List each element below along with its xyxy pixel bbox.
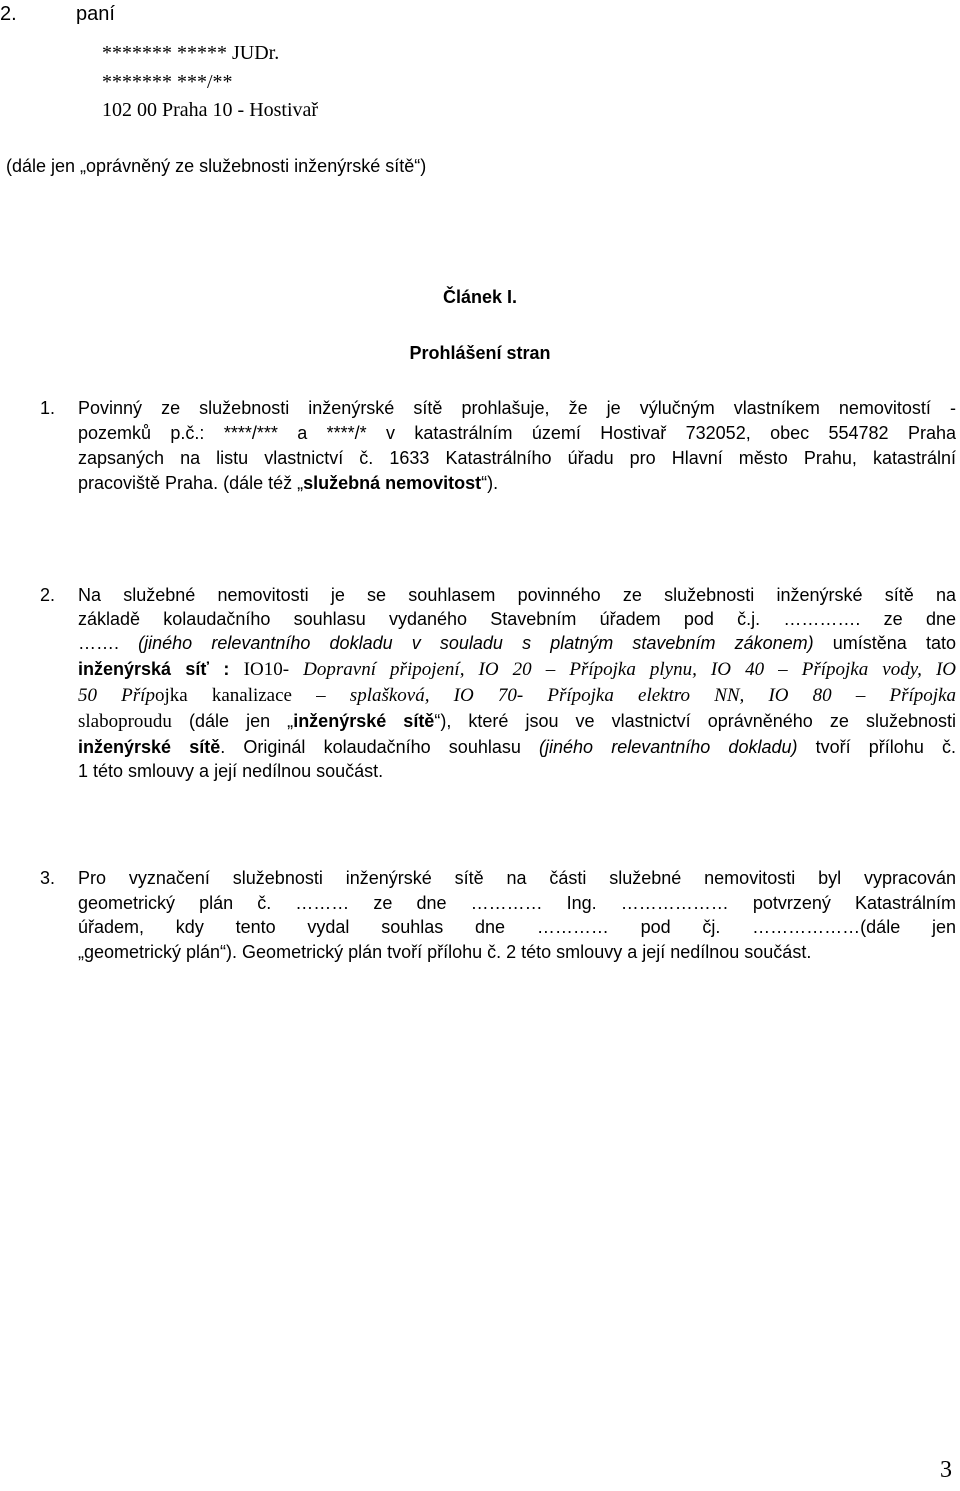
paragraph-line (78, 709, 956, 734)
page-number: 3 (940, 1457, 952, 1483)
section-number: 3. (40, 868, 56, 888)
paragraph-line: základě kolaudačního souhlasu vydaného Stavebním úřadem pod č.j. …………. ze dne (78, 609, 956, 629)
defined-term: inženýrské sítě (293, 711, 435, 731)
text-run: . Originál kolaudačního souhlasu (220, 737, 540, 757)
paragraph-line: geometrický plán č. ……… ze dne ………… Ing. ……………… potvrzený Katastrálním (78, 893, 956, 913)
italic-run: (jiného relevantního dokladu) (539, 737, 798, 757)
party-city: 102 00 Praha 10 - Hostivař (102, 99, 319, 121)
paragraph-line (78, 471, 956, 495)
paragraph-line (78, 657, 956, 682)
paragraph-line: úřadem, kdy tento vydal souhlas dne ………… pod čj. ………………(dále jen (78, 917, 956, 937)
section-number: 2. (40, 585, 56, 605)
paragraph-line: Na služebné nemovitosti je se souhlasem povinného ze služebnosti inženýrské sítě na (78, 585, 956, 605)
text-run: “), které jsou ve vlastnictví oprávněného ze služebnosti (434, 711, 956, 731)
party-number: 2. (0, 3, 17, 25)
party-address: ******* ***/** (102, 71, 233, 93)
defined-term: služebná nemovitost (303, 473, 482, 493)
serif-run: ojka kanalizace (154, 685, 292, 706)
article-subheading: Prohlášení stran (409, 343, 551, 363)
paragraph-line: pozemků p.č.: ****/*** a ****/* v katastrálním území Hostivař 732052, obec 554782 Praha (78, 423, 956, 443)
defined-term: inženýrská síť : (78, 659, 244, 679)
paragraph-line: „geometrický plán“). Geometrický plán tvoří přílohu č. 2 této smlouvy a její nedílnou součást. (78, 942, 812, 962)
paragraph-line: Pro vyznačení služebnosti inženýrské sítě na části služebné nemovitosti byl vypracován (78, 868, 956, 888)
text-run: tvoří přílohu č. (797, 737, 956, 757)
serif-italic-run: 50 Příp (78, 685, 155, 706)
paragraph-line: zapsaných na listu vlastnictví č. 1633 Katastrálního úřadu pro Hlavní město Prahu, katastrální (78, 448, 956, 468)
serif-run: IO10- (243, 659, 304, 680)
defined-term: inženýrské sítě (78, 737, 221, 757)
paragraph-line (78, 735, 956, 759)
serif-run: slaboproudu (78, 711, 172, 732)
italic-run: (jiného relevantního dokladu v souladu s platným stavebním zákonem) (138, 633, 814, 653)
text-run: ……. (78, 633, 139, 653)
paragraph-line: Povinný ze služebnosti inženýrské sítě prohlašuje, že je výlučným vlastníkem nemovitostí - (78, 398, 956, 418)
article-heading: Článek I. (442, 287, 518, 307)
text-run: pracoviště Praha. (dále též „ (78, 473, 304, 493)
paragraph-line: 1 této smlouvy a její nedílnou součást. (78, 761, 384, 781)
text-run: “). (481, 473, 499, 493)
text-run: (dále jen „ (171, 711, 294, 731)
party-title: paní (76, 3, 115, 25)
section-number: 1. (40, 398, 56, 418)
serif-italic-run: Dopravní připojení, IO 20 – Přípojka plynu, IO 40 – Přípojka vody, IO (303, 659, 956, 680)
paragraph-line (78, 683, 956, 708)
party-role: (dále jen „oprávněný ze služebnosti inženýrské sítě“) (6, 156, 427, 176)
paragraph-line (78, 631, 956, 655)
serif-italic-run: – splašková, IO 70- Přípojka elektro NN, IO 80 – Přípojka (291, 685, 956, 706)
text-run: umístěna tato (813, 633, 956, 653)
party-name: ******* ***** JUDr. (102, 42, 280, 64)
